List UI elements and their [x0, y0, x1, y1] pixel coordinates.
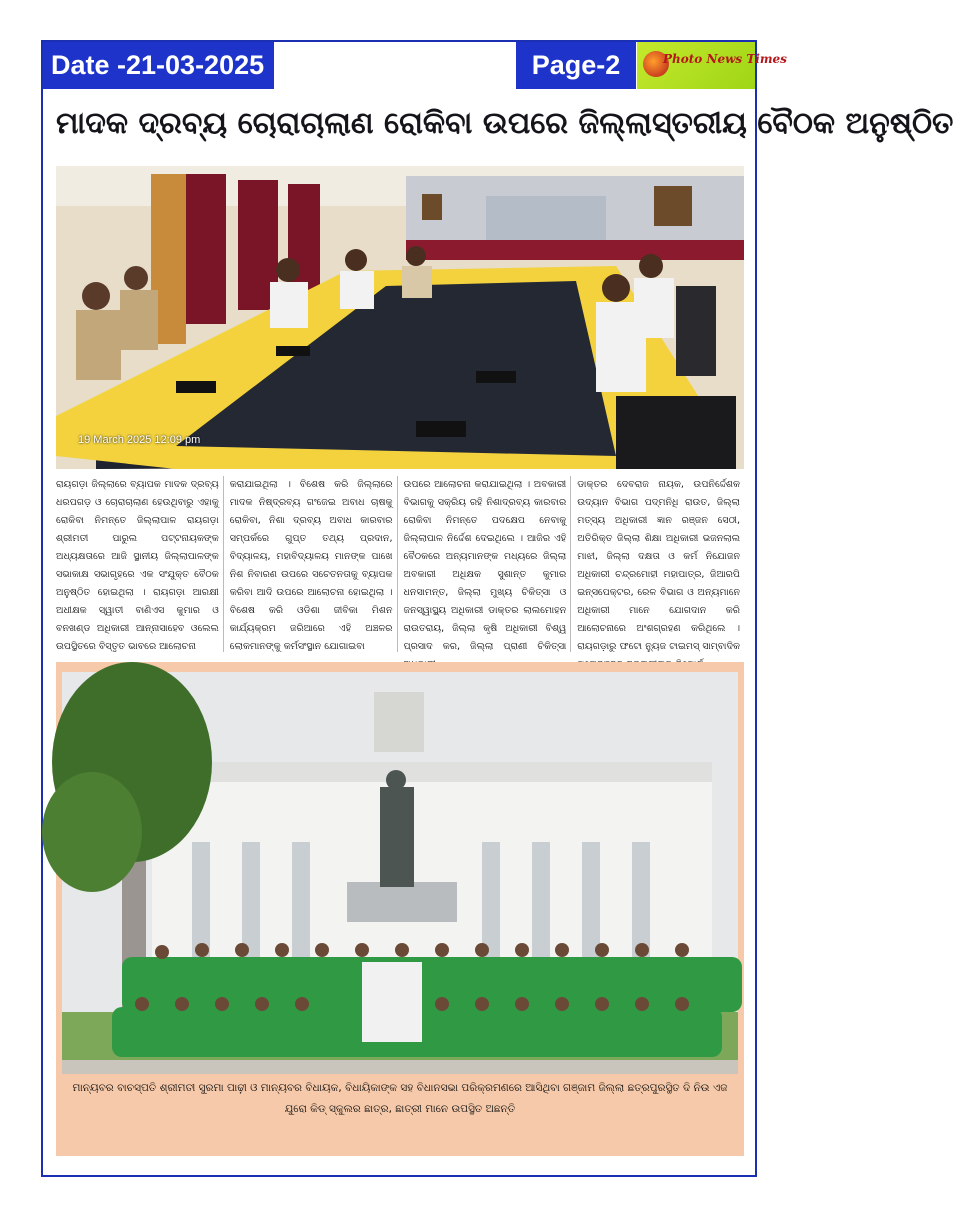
page-headline: ମାଦକ ଦ୍ରବ୍ୟ ଚୋରାଚାଲାଣ ରୋକିବା ଉପରେ ଜିଲ୍ଲାସ୍ତରୀୟ ବୈଠକ ଅନୁଷ୍ଠିତ [56, 106, 953, 141]
page-number-label: Page-2 [516, 42, 636, 89]
article-column: ଉପରେ ଆଲୋଚନା କରାଯାଇଥିଲା । ଅବକାରୀ ବିଭାଗକୁ ସକ୍ରିୟ ରହି ନିଶାଦ୍ରବ୍ୟ କାରବାର ରୋକିବା ନିମନ୍ତେ ପଦକ୍ଷେପ ନେବାକୁ ଜିଲ୍ଲାପାଳ ନିର୍ଦ୍ଦେଶ ଦେଇଥିଲେ । ଆଜିର ଏହି ବୈଠକରେ ଅନ୍ୟମାନଙ୍କ ମଧ୍ୟରେ ଜିଲ୍ଲା ଅବକାରୀ ଅଧିକ୍ଷକ ସୁଶାନ୍ତ କୁମାର ଧନସାମନ୍ତ, ଜିଲ୍ଲା ମୁଖ୍ୟ ଚିକିତ୍ସା ଓ ଜନସ୍ୱାସ୍ଥ୍ୟ ଅଧିକାରୀ ଡାକ୍ତର ଲାଲମୋହନ ରାଉତରାୟ, ଜିଲ୍ଲା କୃଷି ଅଧିକାରୀ ବିଶ୍ୱ ପ୍ରସାଦ କର, ଜିଲ୍ଲା ପ୍ରାଣୀ ଚିକିତ୍ସା [404, 476, 572, 652]
photo-news-times-logo [637, 42, 787, 89]
meeting-photo [56, 166, 744, 469]
meeting-photo-scene [56, 166, 744, 469]
article-column: ଡାକ୍ତର ଦେବରାଜ ନାୟକ, ଉପନିର୍ଦ୍ଦେଶକ ଉଦ୍ୟାନ ବିଭାଗ ପଦ୍ମନିଧି ରାଉତ, ଜିଲ୍ଲା ମତ୍ସ୍ୟ ଅଧିକାରୀ ଜ୍ଞାନ ରଞ୍ଜନ ସେଠୀ, ଅତିରିକ୍ତ ଜିଲ୍ଲା ଶିକ୍ଷା ଅଧିକାରୀ ଭଜନଲାଲ ମାଝୀ, ଜିଲ୍ଲା ଦକ୍ଷତା ଓ କର୍ମ ନିଯୋଜନ ଅଧିକାରୀ ଚନ୍ଦ୍ରମୋହୀ ମହାପାତ୍ର, ଜିଆରପି ଇନ୍‌ସପେକ୍ଟର, ରେଳ ବିଭାଗ ଓ ଅନ୍ୟମାନେ ଅଧିକାରୀ ମାନେ ଯୋଗଦାନ କରି ଆଲୋଚନାରେ ଅଂଶଗ୍ରହଣ କରିଥିଲେ । ରାୟଗଡ଼ାରୁ ଫଟୋ ନ୍ୟୁଜ ଟାଇମସ୍ ସାମ୍ବାଦିକ [577, 479, 740, 652]
photo-timestamp: 19 March 2025 12:09 pm [78, 434, 201, 446]
article-body [56, 476, 744, 652]
logo-text: Photo News Times [663, 52, 787, 66]
group-photo [62, 672, 738, 1074]
group-photo-scene [62, 672, 738, 1074]
article-column: କରାଯାଇଥିଲା । ବିଶେଷ କରି ଜିଲ୍ଲାରେ ମାଦକ ନିଷ୍ଦ୍ରବ୍ୟ ଗଂଜେଇ ଅବାଧ ଚାଷକୁ ରୋକିବା, ନିଶା ଦ୍ରବ୍ୟ ଅବାଧ କାରବାର ସମ୍ପର୍କରେ ଗୁପ୍ତ ତଥ୍ୟ ପ୍ରଦାନ, ବିଦ୍ୟାଳୟ, ମହାବିଦ୍ୟାଳୟ ମାନଙ୍କ ପାଖେ ନିଶ ନିବାରଣ ଉପରେ ସଚେତନତାକୁ ବ୍ୟାପକ କରିବା ଆଦି ଉପରେ ଆଲୋଚନା ହୋଇଥିଲା । ବିଶେଷ କରି ଓଡିଶା ଜୀବିକା ମିଶନ କାର୍ଯ୍ୟକ୍ରମ ଜରିଆରେ ଏହି ଅଞ୍ଚଳର ଲୋକମାନଙ୍କୁ କର୍ମସଂସ୍ଥାନ ଯୋଗାଇବା [230, 476, 398, 652]
group-photo-box [56, 662, 744, 1156]
article-column: ରାୟଗଡ଼ା ଜିଲ୍ଲାରେ ବ୍ୟାପକ ମାଦକ ଦ୍ରବ୍ୟ ଧରପଗଡ଼ ଓ ଚୋରାଚାଲାଣ ହେଉଥିବାରୁ ଏହାକୁ ରୋକିବା ନିମନ୍ତେ ଜିଲ୍ଲାପାଳ ରାୟଗଡ଼ା ଶ୍ରୀମତୀ ପାରୁଲ ପଟ୍ଟନାୟକଙ୍କ ଅଧ୍ୟକ୍ଷତାରେ ଆଜି ସ୍ଥାନୀୟ ଜିଲ୍ଲାପାଳଙ୍କ ସଭାକାକ୍ଷ ସଭାଗୃହରେ ଏକ ସଂଯୁକ୍ତ ବୈଠକ ଅନୁଷ୍ଠିତ ହୋଇଥିଲା । ରାୟଗଡ଼ା ଆରକ୍ଷୀ ଅଧୀକ୍ଷକ ସ୍ୱାତୀ ବାଣିଏସ କୁମାର ଓ ବନଖଣ୍ଡ ଅଧିକାରୀ ଆନ୍ନାସାହେବ ଓଲେଲ ଉପସ୍ଥିତରେ ବିସ୍ତୃତ ଭାବରେ ଆଲୋଚନା [56, 476, 224, 652]
photo-caption: ମାନ୍ୟବର ବାଚସ୍ପତି ଶ୍ରୀମତୀ ସୁରମା ପାଢ଼ୀ ଓ ମାନ୍ୟବର ବିଧାୟକ, ବିଧାୟିକାଙ୍କ ସହ ବିଧାନସଭା ପରିକ୍ରମଣରେ ଆସିଥିବା ଗଞ୍ଜାମ ଜିଲ୍ଲା ଛତ୍ରପୁରସ୍ଥିତ ଦି ନିଉ ଏଜ ଯୁରୋ କିଡ୍ ସ୍କୁଲର ଛାତ୍ର, ଛାତ୍ରୀ ମାନେ ଉପସ୍ଥିତ ଅଛନ୍ତି [72, 1082, 728, 1115]
date-label: Date -21-03-2025 [43, 42, 274, 89]
